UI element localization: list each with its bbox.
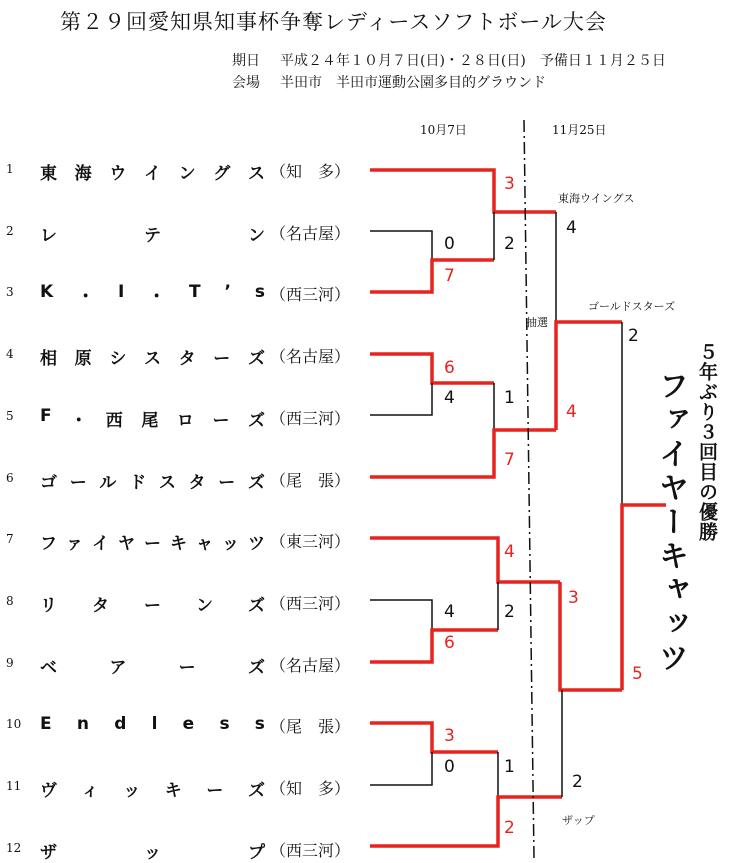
bracket-line-team10 [370, 723, 498, 752]
team-name-char: ー [218, 473, 236, 493]
score-final-fire: 5 [632, 664, 643, 684]
team-name-char: d [114, 714, 127, 734]
team-name-char: ー [206, 781, 224, 801]
venue-label: 会場 [232, 75, 260, 91]
team-name-char: タ [188, 473, 206, 493]
team-name-char: キ [164, 781, 182, 801]
team-name-char: K [40, 282, 54, 302]
team-name-char: ズ [247, 658, 265, 678]
tournament-title: 第２９回愛知県知事杯争奪レディースソフトボール大会 [60, 10, 607, 34]
score-r1-team2: 0 [444, 234, 455, 254]
team-name-char: 西 [105, 411, 123, 431]
team-name-char: グ [213, 164, 231, 184]
bracket-line-team3 [370, 260, 494, 292]
team-name-char: s [254, 714, 265, 734]
team-name-char: ャ [196, 534, 213, 554]
team-number: 10 [6, 717, 22, 731]
team-name-char: プ [248, 843, 265, 863]
team-name-char: レ [40, 226, 57, 246]
team-name-char: n [76, 714, 89, 734]
team-name-char: ァ [66, 534, 83, 554]
team-region: （名古屋） [270, 347, 351, 366]
champion-subtitle: ５年ぶり３回目の優勝 [696, 342, 718, 542]
venue-value: 半田市 半田市運動公園多目的グラウンド [280, 75, 546, 91]
team-name-char: ー [144, 534, 161, 554]
score-r2-endless: 1 [504, 757, 515, 777]
label-lottery: 抽選 [526, 316, 548, 329]
bracket-line-team4 [370, 354, 494, 383]
team-region: （西三河） [270, 409, 351, 428]
score-r2-kits: 2 [504, 234, 515, 254]
team-name-char: s [219, 714, 230, 734]
team-name-char: イ [92, 534, 109, 554]
team-name-char: ー [212, 411, 230, 431]
score-r1-team9: 6 [444, 633, 455, 653]
team-name-char: ’ [224, 282, 231, 302]
team-region: （尾 張） [270, 471, 351, 490]
score-r1-team11: 0 [444, 757, 455, 777]
bracket-line-team11 [370, 752, 432, 785]
team-name-char: ズ [248, 596, 265, 616]
round1-date-header: 10月7日 [420, 123, 467, 137]
bracket-line-team9 [370, 630, 498, 662]
team-name-char: 相 [40, 349, 57, 369]
score-final-gold: 2 [628, 326, 639, 346]
team-name-char: e [182, 714, 195, 734]
team-name-char: ー [69, 473, 87, 493]
bracket-line-team5 [370, 383, 432, 415]
team-region: （東三河） [270, 532, 351, 551]
bracket-line-team7 [370, 538, 560, 582]
team-name-char: リ [40, 596, 57, 616]
team-name-char: ン [178, 164, 196, 184]
team-region: （西三河） [270, 841, 351, 860]
team-name-char: ッ [123, 781, 141, 801]
team-name-char: ロ [176, 411, 194, 431]
team-number: 8 [6, 594, 14, 608]
team-name-char: ッ [222, 534, 239, 554]
team-name-char: ベ [40, 658, 57, 678]
team-name-char: ズ [247, 473, 265, 493]
score-sf-tokai: 4 [566, 218, 577, 238]
team-name-char: ー [213, 349, 231, 369]
team-name-char: テ [144, 226, 161, 246]
team-name-char: 原 [74, 349, 92, 369]
score-r2-fire: 4 [504, 542, 515, 562]
team-name-char: F [40, 406, 52, 426]
team-number: 3 [6, 285, 14, 299]
team-name-char: フ [40, 534, 57, 554]
team-name-char: ツ [248, 534, 265, 554]
score-sf-fire: 3 [568, 588, 579, 608]
team-name-char: ・ [70, 411, 88, 431]
champion-team: ファイヤーキャッツ [653, 370, 688, 676]
team-name-char: ・ [77, 287, 95, 307]
score-sf-gold: 4 [566, 402, 577, 422]
date-divider-line [524, 120, 534, 858]
team-name-char: 尾 [141, 411, 159, 431]
label-winner-zap: ザップ [562, 814, 595, 827]
score-r1-team8: 4 [444, 602, 455, 622]
team-name-char: ス [247, 164, 265, 184]
bracket-line-team2 [370, 231, 432, 260]
label-winner-tokai: 東海ウイングス [558, 192, 635, 205]
team-name-char: ィ [81, 781, 99, 801]
team-number: 9 [6, 656, 14, 670]
team-name-char: ゴ [40, 473, 57, 493]
team-number: 1 [6, 162, 14, 176]
team-name-char: ッ [144, 843, 161, 863]
team-name-char: ル [99, 473, 117, 493]
team-name-char: タ [178, 349, 196, 369]
team-name-char: ー [144, 596, 161, 616]
team-region: （名古屋） [270, 224, 351, 243]
score-r1-team4: 6 [444, 358, 455, 378]
team-number: 11 [6, 779, 22, 793]
score-r2-zap: 2 [504, 818, 515, 838]
team-region: （尾 張） [270, 717, 351, 736]
team-number: 5 [6, 409, 14, 423]
team-name-char: ズ [247, 781, 265, 801]
team-name-char: ヤ [118, 534, 135, 554]
team-region: （知 多） [270, 779, 351, 798]
team-name-char: ス [143, 349, 161, 369]
team-name-char: ウ [109, 164, 127, 184]
score-r2-aihara: 1 [504, 388, 515, 408]
team-name-char: ザ [40, 843, 57, 863]
team-name-char: イ [143, 164, 161, 184]
team-name-char: タ [92, 596, 109, 616]
team-name-char: 海 [74, 164, 92, 184]
bracket-line-team1 [370, 170, 556, 212]
team-name-char: E [40, 714, 52, 734]
team-name-char: l [151, 714, 158, 734]
team-number: 2 [6, 224, 14, 238]
score-r2-gold: 7 [504, 450, 515, 470]
team-number: 12 [6, 841, 22, 855]
team-name-char: ヴ [40, 781, 57, 801]
team-number: 6 [6, 471, 14, 485]
team-region: （名古屋） [270, 656, 351, 675]
score-r1-team5: 4 [444, 388, 455, 408]
score-r1-team3: 7 [444, 266, 455, 286]
team-name-char: ア [109, 658, 127, 678]
final-date-header: 11月25日 [552, 123, 607, 137]
team-name-char: キ [170, 534, 187, 554]
label-winner-gold: ゴールドスターズ [588, 300, 676, 313]
bracket-line-team8 [370, 600, 432, 630]
score-r1-team10: 3 [444, 726, 455, 746]
team-name-char: ー [178, 658, 196, 678]
team-name-char: ス [158, 473, 176, 493]
team-name-char: ・ [148, 287, 166, 307]
team-name-char: シ [109, 349, 127, 369]
team-region: （知 多） [270, 162, 351, 181]
team-name-char: I [117, 282, 125, 302]
team-name-char: T [189, 282, 201, 302]
score-r2-team1: 3 [504, 174, 515, 194]
team-name-char: ズ [248, 411, 265, 431]
score-r2-bears: 2 [504, 602, 515, 622]
team-name-char: s [254, 282, 265, 302]
team-number: 4 [6, 347, 14, 361]
date-label: 期日 [232, 53, 260, 69]
team-name-char: ズ [247, 349, 265, 369]
team-name-char: ン [248, 226, 265, 246]
team-region: （西三河） [270, 285, 351, 304]
date-value: 平成２４年１０月７日(日)・２８日(日) 予備日１１月２５日 [280, 53, 666, 69]
team-name-char: ン [196, 596, 213, 616]
team-number: 7 [6, 532, 14, 546]
team-name-char: ド [129, 473, 147, 493]
team-name-char: 東 [40, 164, 57, 184]
team-region: （西三河） [270, 594, 351, 613]
score-sf-zap: 2 [572, 772, 583, 792]
